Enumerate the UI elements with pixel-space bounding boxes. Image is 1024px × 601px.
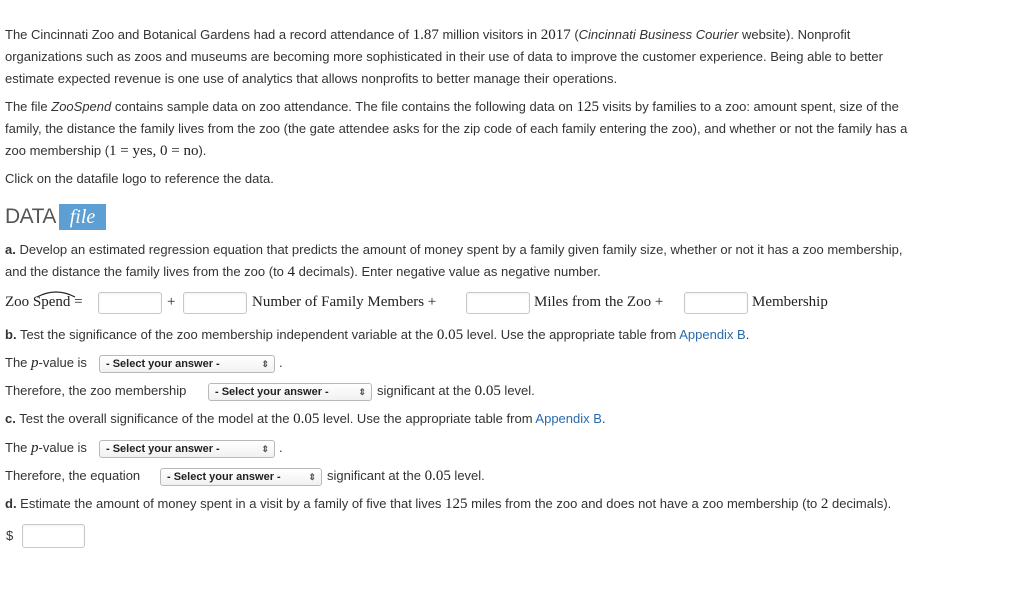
source-name: Cincinnati Business Courier	[578, 27, 739, 42]
visits-number: 125	[576, 99, 599, 115]
select-arrows-icon: ⇕	[261, 359, 269, 369]
intro-text: The Cincinnati Zoo and Botanical Gardens had a record attendance of	[5, 27, 413, 42]
sig-text: significant at the	[327, 468, 425, 483]
intro-text: ).	[198, 143, 207, 158]
select-value: - Select your answer -	[215, 386, 329, 398]
family-members-coef-input[interactable]	[183, 292, 247, 314]
intro-text: website). Nonprofit	[738, 27, 851, 42]
decimals-number: 4	[287, 264, 296, 280]
miles-term: Miles from the Zoo +	[534, 294, 664, 310]
pvalue-text: The	[5, 355, 32, 370]
part-b-significance-select[interactable]	[208, 383, 372, 401]
appendix-b-link[interactable]: Appendix B	[679, 327, 746, 342]
intro-text: organizations such as zoos and museums are becoming more sophisticated in their use of data to improve the customer experience. Being able to better	[5, 49, 883, 64]
significance-level: 0.05	[436, 327, 464, 343]
equation-lhs-text: Zoo Spend =	[5, 294, 83, 310]
intro-text: estimate expected revenue is one use of analytics that allows nonprofits to better manage their operations.	[5, 71, 618, 86]
sig-text: level.	[500, 383, 535, 398]
part-b-therefore-text: Therefore, the zoo membership	[5, 383, 187, 398]
part-b-pvalue-select[interactable]	[99, 355, 275, 373]
select-arrows-icon: ⇕	[308, 472, 316, 482]
pvalue-text: -value is	[38, 440, 87, 455]
question-text: Estimate the amount of money spent in a visit by a family of five that lives	[16, 496, 446, 511]
miles-coef-input[interactable]	[466, 292, 530, 314]
question-text: decimals).	[828, 496, 892, 511]
miles-number: 125	[445, 496, 468, 512]
attendance-number: 1.87	[412, 27, 439, 43]
amount-spent-input[interactable]	[22, 524, 85, 548]
intro-paragraph-2	[5, 96, 1019, 162]
intro-text: million visitors in	[438, 27, 541, 42]
period: .	[279, 440, 283, 455]
datafile-instruction: Click on the datafile logo to reference the data.	[5, 171, 274, 186]
logo-file-text: file	[59, 204, 106, 230]
question-text: Test the significance of the zoo membership independent variable at the	[16, 327, 437, 342]
question-text: level. Use the appropriate table from	[463, 327, 680, 342]
question-text: .	[745, 327, 750, 342]
hat-accent-icon	[36, 290, 76, 298]
year-number: 2017	[540, 27, 571, 43]
family-members-term: Number of Family Members +	[252, 294, 437, 310]
part-a-label: a.	[5, 242, 16, 257]
question-text: and the distance the family lives from the zoo (to	[5, 264, 288, 279]
significance-level: 0.05	[424, 468, 451, 484]
equation-lhs	[5, 294, 83, 311]
select-arrows-icon: ⇕	[261, 444, 269, 454]
period: .	[279, 355, 283, 370]
question-text: Develop an estimated regression equation that predicts the amount of money spent by a family given family size, whether or not it has a zoo membership,	[15, 242, 903, 257]
sig-text: level.	[450, 468, 485, 483]
part-c-question	[5, 411, 606, 428]
membership-coding: 1 = yes, 0 = no	[109, 143, 199, 159]
logo-data-text: DATA	[5, 205, 56, 228]
p-symbol: p	[31, 440, 39, 456]
pvalue-text: The	[5, 440, 32, 455]
part-c-label: c.	[5, 411, 16, 426]
question-text: Test the overall significance of the model at the	[15, 411, 294, 426]
significance-level: 0.05	[474, 383, 501, 399]
part-c-therefore-text: Therefore, the equation	[5, 468, 141, 483]
question-text: .	[601, 411, 606, 426]
file-name: ZooSpend	[51, 99, 112, 114]
question-text: decimals). Enter negative value as negative number.	[295, 264, 601, 279]
part-a-question	[5, 239, 1019, 283]
membership-coef-input[interactable]	[684, 292, 748, 314]
part-c-pvalue-select[interactable]	[99, 440, 275, 458]
currency-symbol: $	[6, 528, 14, 543]
question-text: miles from the zoo and does not have a zoo membership (to	[467, 496, 821, 511]
select-value: - Select your answer -	[106, 358, 220, 370]
intro-text: zoo membership (	[5, 143, 110, 158]
question-text: level. Use the appropriate table from	[319, 411, 536, 426]
intro-text: (	[570, 27, 579, 42]
select-value: - Select your answer -	[167, 471, 281, 483]
part-c-pvalue-label	[5, 440, 87, 457]
part-d-label: d.	[5, 496, 17, 511]
part-b-label: b.	[5, 327, 17, 342]
intro-text: contains sample data on zoo attendance. The file contains the following data on	[111, 99, 577, 114]
intro-text: The file	[5, 99, 52, 114]
part-b-pvalue-label	[5, 355, 87, 372]
intro-text: visits by families to a zoo: amount spent, size of the	[598, 99, 899, 114]
intro-paragraph-1	[5, 24, 1019, 90]
part-c-significance-select[interactable]	[160, 468, 322, 486]
intercept-input[interactable]	[98, 292, 162, 314]
decimals-number: 2	[820, 496, 829, 512]
part-c-significant-text	[327, 468, 485, 485]
p-symbol: p	[31, 355, 39, 371]
part-b-significant-text	[377, 383, 535, 400]
part-d-question	[5, 496, 891, 513]
intro-text: family, the distance the family lives from the zoo (the gate attendee asks for the zip code of each family entering the zoo), and whether or not the family has a	[5, 121, 908, 136]
plus-sign: +	[167, 294, 176, 310]
appendix-b-link[interactable]: Appendix B	[535, 411, 602, 426]
pvalue-text: -value is	[38, 355, 87, 370]
part-b-question	[5, 327, 749, 344]
select-value: - Select your answer -	[106, 443, 220, 455]
membership-term: Membership	[752, 294, 828, 310]
sig-text: significant at the	[377, 383, 475, 398]
select-arrows-icon: ⇕	[358, 387, 366, 397]
significance-level: 0.05	[293, 411, 320, 427]
